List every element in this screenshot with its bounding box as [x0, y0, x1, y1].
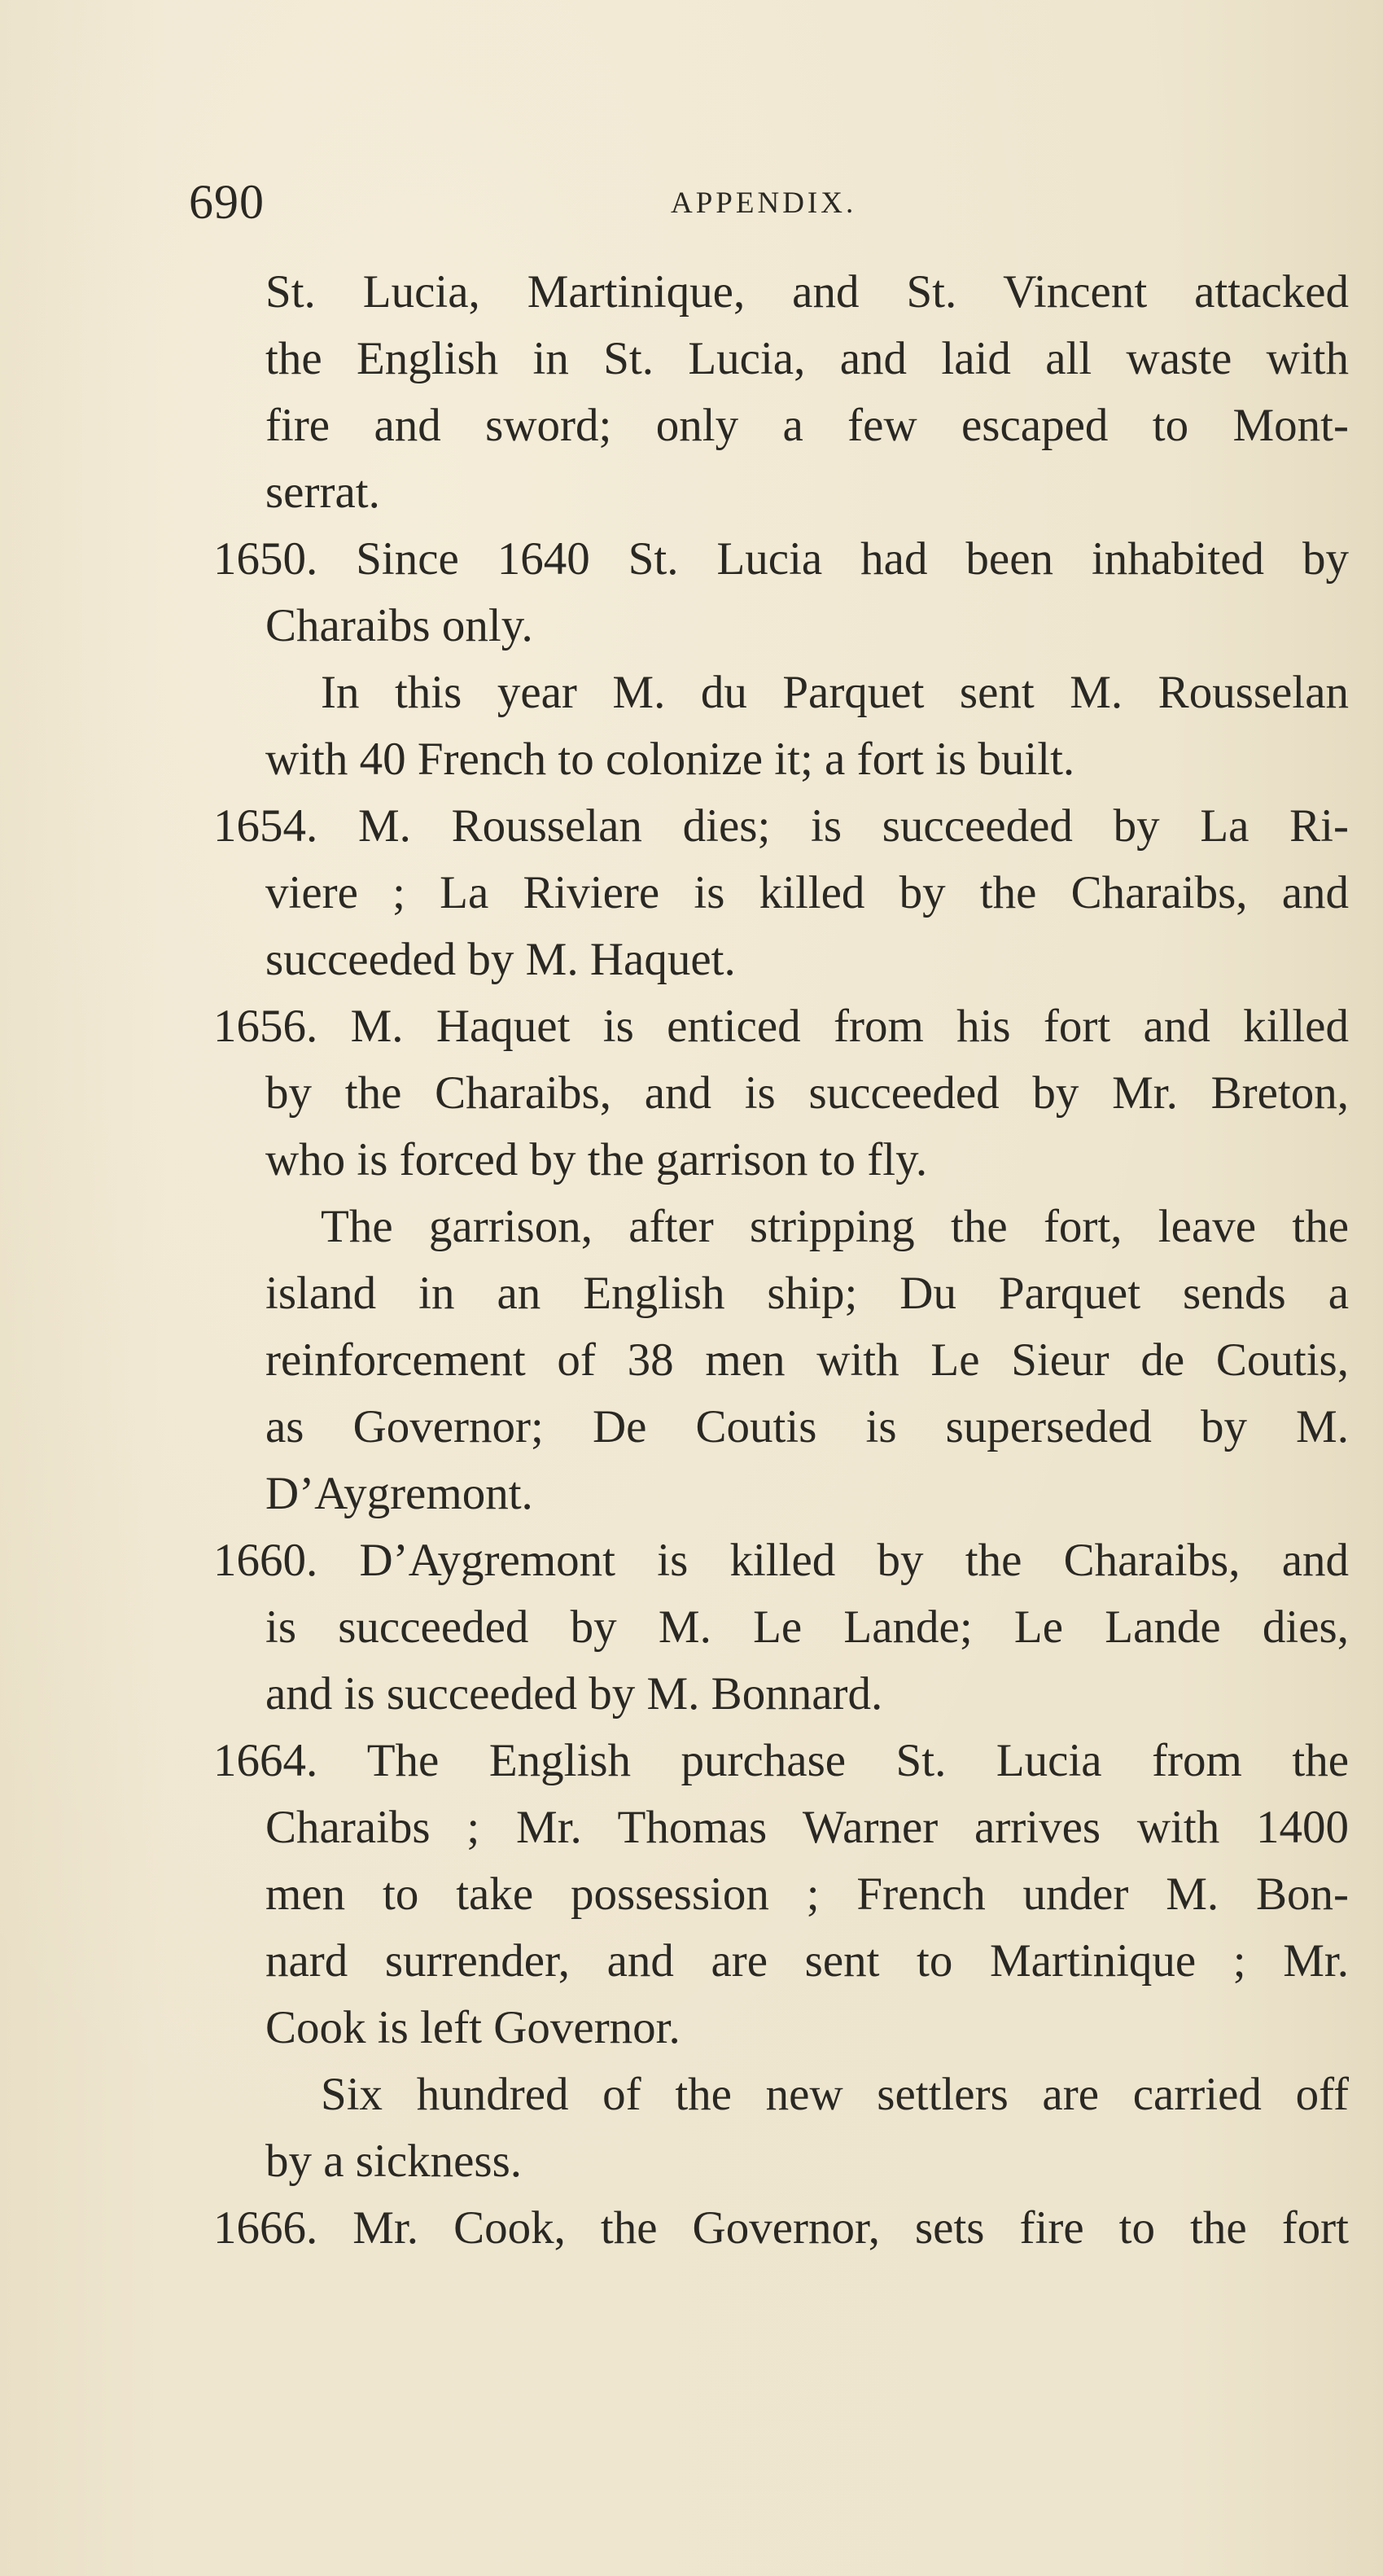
paragraph-first-line: Six hundred of the new settlers are carried off — [321, 2069, 1349, 2120]
text-line: who is forced by the garrison to fly. — [265, 1134, 928, 1185]
text-line: D’Aygremont. — [265, 1468, 533, 1519]
text-line: with 40 French to colonize it; a fort is built. — [265, 734, 1075, 785]
text-line: is succeeded by M. Le Lande; Le Lande dies, — [265, 1601, 1349, 1653]
entry-first-line: 1650. Since 1640 St. Lucia had been inhabited by — [213, 533, 1349, 585]
entry-first-line: 1664. The English purchase St. Lucia from the — [213, 1735, 1349, 1786]
entry-first-line: 1660. D’Aygremont is killed by the Charaibs, and — [213, 1535, 1349, 1586]
text-line: reinforcement of 38 men with Le Sieur de Coutis, — [265, 1334, 1349, 1386]
text-line: Charaibs ; Mr. Thomas Warner arrives with 1400 — [265, 1802, 1349, 1853]
text-line: by a sickness. — [265, 2136, 523, 2187]
text-line: succeeded by M. Haquet. — [265, 934, 736, 985]
entry-first-line: 1656. M. Haquet is enticed from his fort and killed — [213, 1001, 1349, 1052]
running-head: APPENDIX. — [671, 186, 857, 220]
text-line: Cook is left Governor. — [265, 2002, 681, 2053]
page-header — [189, 173, 1337, 230]
paragraph-first-line: The garrison, after stripping the fort, leave the — [321, 1201, 1349, 1252]
text-line: the English in St. Lucia, and laid all waste with — [265, 333, 1349, 384]
text-line: and is succeeded by M. Bonnard. — [265, 1668, 883, 1720]
text-line: Charaibs only. — [265, 600, 533, 651]
text-line: by the Charaibs, and is succeeded by Mr. Breton, — [265, 1067, 1349, 1119]
text-line: island in an English ship; Du Parquet sends a — [265, 1268, 1349, 1319]
text-line: as Governor; De Coutis is superseded by M. — [265, 1401, 1349, 1452]
paragraph-first-line: In this year M. du Parquet sent M. Rousselan — [321, 667, 1349, 718]
text-line: nard surrender, and are sent to Martinique ; Mr. — [265, 1935, 1349, 1987]
entry-first-line: 1666. Mr. Cook, the Governor, sets fire to the fort — [213, 2202, 1349, 2254]
text-line: men to take possession ; French under M. Bon- — [265, 1868, 1349, 1920]
text-line: viere ; La Riviere is killed by the Charaibs, and — [265, 867, 1349, 918]
page-number: 690 — [189, 175, 265, 229]
text-line: serrat. — [265, 467, 380, 518]
entry-first-line: 1654. M. Rousselan dies; is succeeded by La Ri- — [213, 800, 1349, 852]
text-line: fire and sword; only a few escaped to Mont- — [265, 400, 1349, 451]
text-line: St. Lucia, Martinique, and St. Vincent attacked — [265, 266, 1349, 318]
